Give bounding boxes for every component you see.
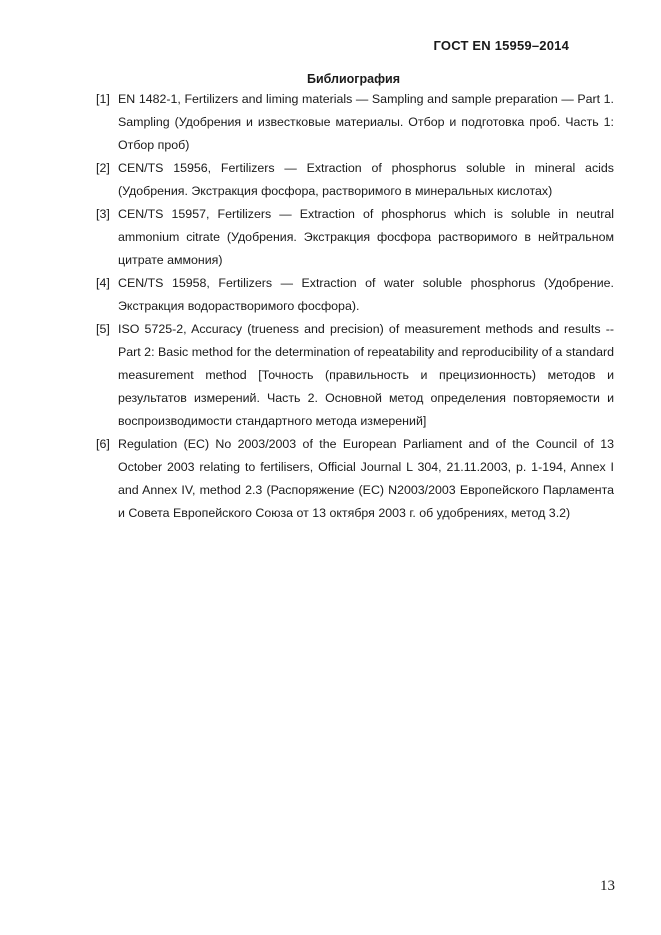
entry-text: CEN/TS 15957, Fertilizers — Extraction of phosphorus which is soluble in neutral ammonium citrate (Удобрения. Экстракция фосфора растворимого в нейтральном цитрате аммония) — [118, 207, 614, 267]
entry-text: ISO 5725-2, Accuracy (trueness and precision) of measurement methods and results -- Part 2: Basic method for the determination of repeatability and reproducibility of a standard measurement method [Точность (правильность и прецизионность) методов и результатов измерений. Часть 2. Основной метод определения повторяемости и воспроизводимости стандартного метода измерений] — [118, 322, 614, 428]
entry-number: [3] — [96, 207, 110, 221]
bibliography-entry-4 — [96, 272, 614, 318]
page-number: 13 — [600, 878, 615, 894]
entry-number: [5] — [96, 322, 110, 336]
entry-number: [6] — [96, 437, 110, 451]
bibliography-entry-6 — [96, 433, 614, 525]
entry-text: CEN/TS 15958, Fertilizers — Extraction of water soluble phosphorus (Удобрение. Экстракция водорастворимого фосфора). — [118, 276, 614, 313]
bibliography-entry-3 — [96, 203, 614, 272]
entry-text: EN 1482-1, Fertilizers and liming materials — Sampling and sample preparation — Part 1. Sampling (Удобрения и известковые материалы. Отбор и подготовка проб. Часть 1: Отбор проб) — [118, 92, 614, 152]
entry-number: [4] — [96, 276, 110, 290]
bibliography-entry-1 — [96, 88, 614, 157]
document-code: ГОСТ EN 15959–2014 — [433, 38, 569, 53]
entry-number: [1] — [96, 92, 110, 106]
bibliography-entry-2 — [96, 157, 614, 203]
bibliography-entry-5 — [96, 318, 614, 433]
entry-number: [2] — [96, 161, 110, 175]
entry-text: CEN/TS 15956, Fertilizers — Extraction of phosphorus soluble in mineral acids (Удобрения. Экстракция фосфора, растворимого в минеральных кислотах) — [118, 161, 614, 198]
section-title: Библиография — [306, 72, 401, 86]
bibliography-list — [96, 88, 614, 525]
entry-text: Regulation (EC) No 2003/2003 of the European Parliament and of the Council of 13 October 2003 relating to fertilisers, Official Journal L 304, 21.11.2003, p. 1-194, Annex I and Annex IV, method 2.3 (Распоряжение (EC) N2003/2003 Европейского Парламента и Совета Европейского Союза от 13 октября 2003 г. об удобрениях, метод 3.2) — [118, 437, 614, 520]
